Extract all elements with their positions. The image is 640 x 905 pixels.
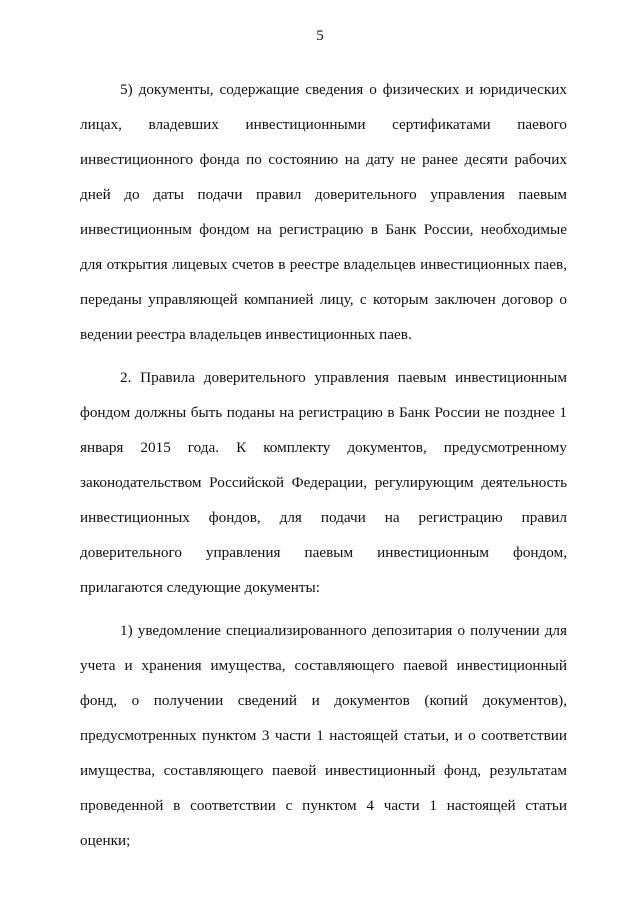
- paragraph-item-1: 1) уведомление специализированного депозитария о получении для учета и хранения имущества, составляющего паевой инвестиционный фонд, о получении сведений и документов (копий документов), предусмотренных пунктом 3 части 1 настоящей статьи, и о соответствии имущества, составляющего паевой инвестиционный фонд, результатам проведенной в соответствии с пунктом 4 части 1 настоящей статьи оценки;: [80, 622, 567, 849]
- document-body: [80, 72, 567, 866]
- paragraph-item-5: 5) документы, содержащие сведения о физических и юридических лицах, владевших инвестиционными сертификатами паевого инвестиционного фонда по состоянию на дату не ранее десяти рабочих дней до даты подачи правил доверительного управления паевым инвестиционным фондом на регистрацию в Банк России, необходимые для открытия лицевых счетов в реестре владельцев инвестиционных паев, переданы управляющей компанией лицу, с которым заключен договор о ведении реестра владельцев инвестиционных паев.: [80, 81, 567, 343]
- page-number: 5: [316, 28, 324, 44]
- paragraph-section-2: 2. Правила доверительного управления паевым инвестиционным фондом должны быть поданы на регистрацию в Банк России не позднее 1 января 2015 года. К комплекту документов, предусмотренному законодательством Российской Федерации, регулирующим деятельность инвестиционных фондов, для подачи на регистрацию правил доверительного управления паевым инвестиционным фондом, прилагаются следующие документы:: [80, 369, 567, 596]
